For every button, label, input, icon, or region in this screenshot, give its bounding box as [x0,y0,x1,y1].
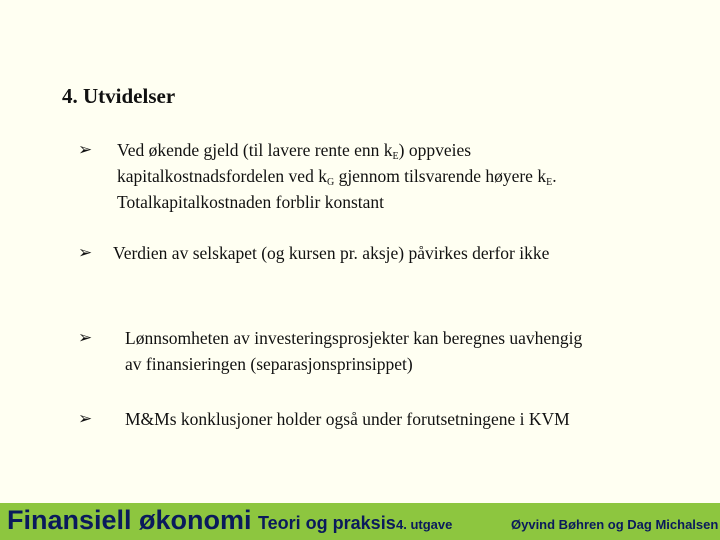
bullet-1-line-3: Totalkapitalkostnaden forblir konstant [117,192,385,212]
footer-brand: Finansiell økonomi [7,505,252,535]
slide-title: 4. Utvidelser [62,84,176,108]
bullet-text-2: Verdien av selskapet (og kursen pr. aksje) påvirkes derfor ikke [113,243,550,263]
bullet-3-line-2: av finansieringen (separasjonsprinsippet) [125,354,413,374]
footer-authors: Øyvind Bøhren og Dag Michalsen [511,517,719,532]
arrow-bullet-icon: ➢ [78,409,93,429]
footer-subtitle: Teori og praksis [258,513,396,533]
arrow-bullet-icon: ➢ [78,328,93,348]
footer-banner [0,503,720,540]
footer-edition: 4. utgave [396,517,453,532]
bullet-text-1 [117,137,557,215]
bullet-text-4: M&Ms konklusjoner holder også under forutsetningene i KVM [125,409,570,429]
bullet-1-line-1: Ved økende gjeld (til lavere rente enn $k_E$) oppveies [117,140,472,162]
bullet-3-line-1: Lønnsomheten av investeringsprosjekter kan beregnes uavhengig [125,328,583,348]
bullet-1-line-2: kapitalkostnadsfordelen ved $k_G$ gjennom tilsvarende høyere $k_E$. [117,166,557,188]
arrow-bullet-icon: ➢ [78,243,93,263]
bullet-text-3 [125,325,582,377]
arrow-bullet-icon: ➢ [78,140,93,160]
